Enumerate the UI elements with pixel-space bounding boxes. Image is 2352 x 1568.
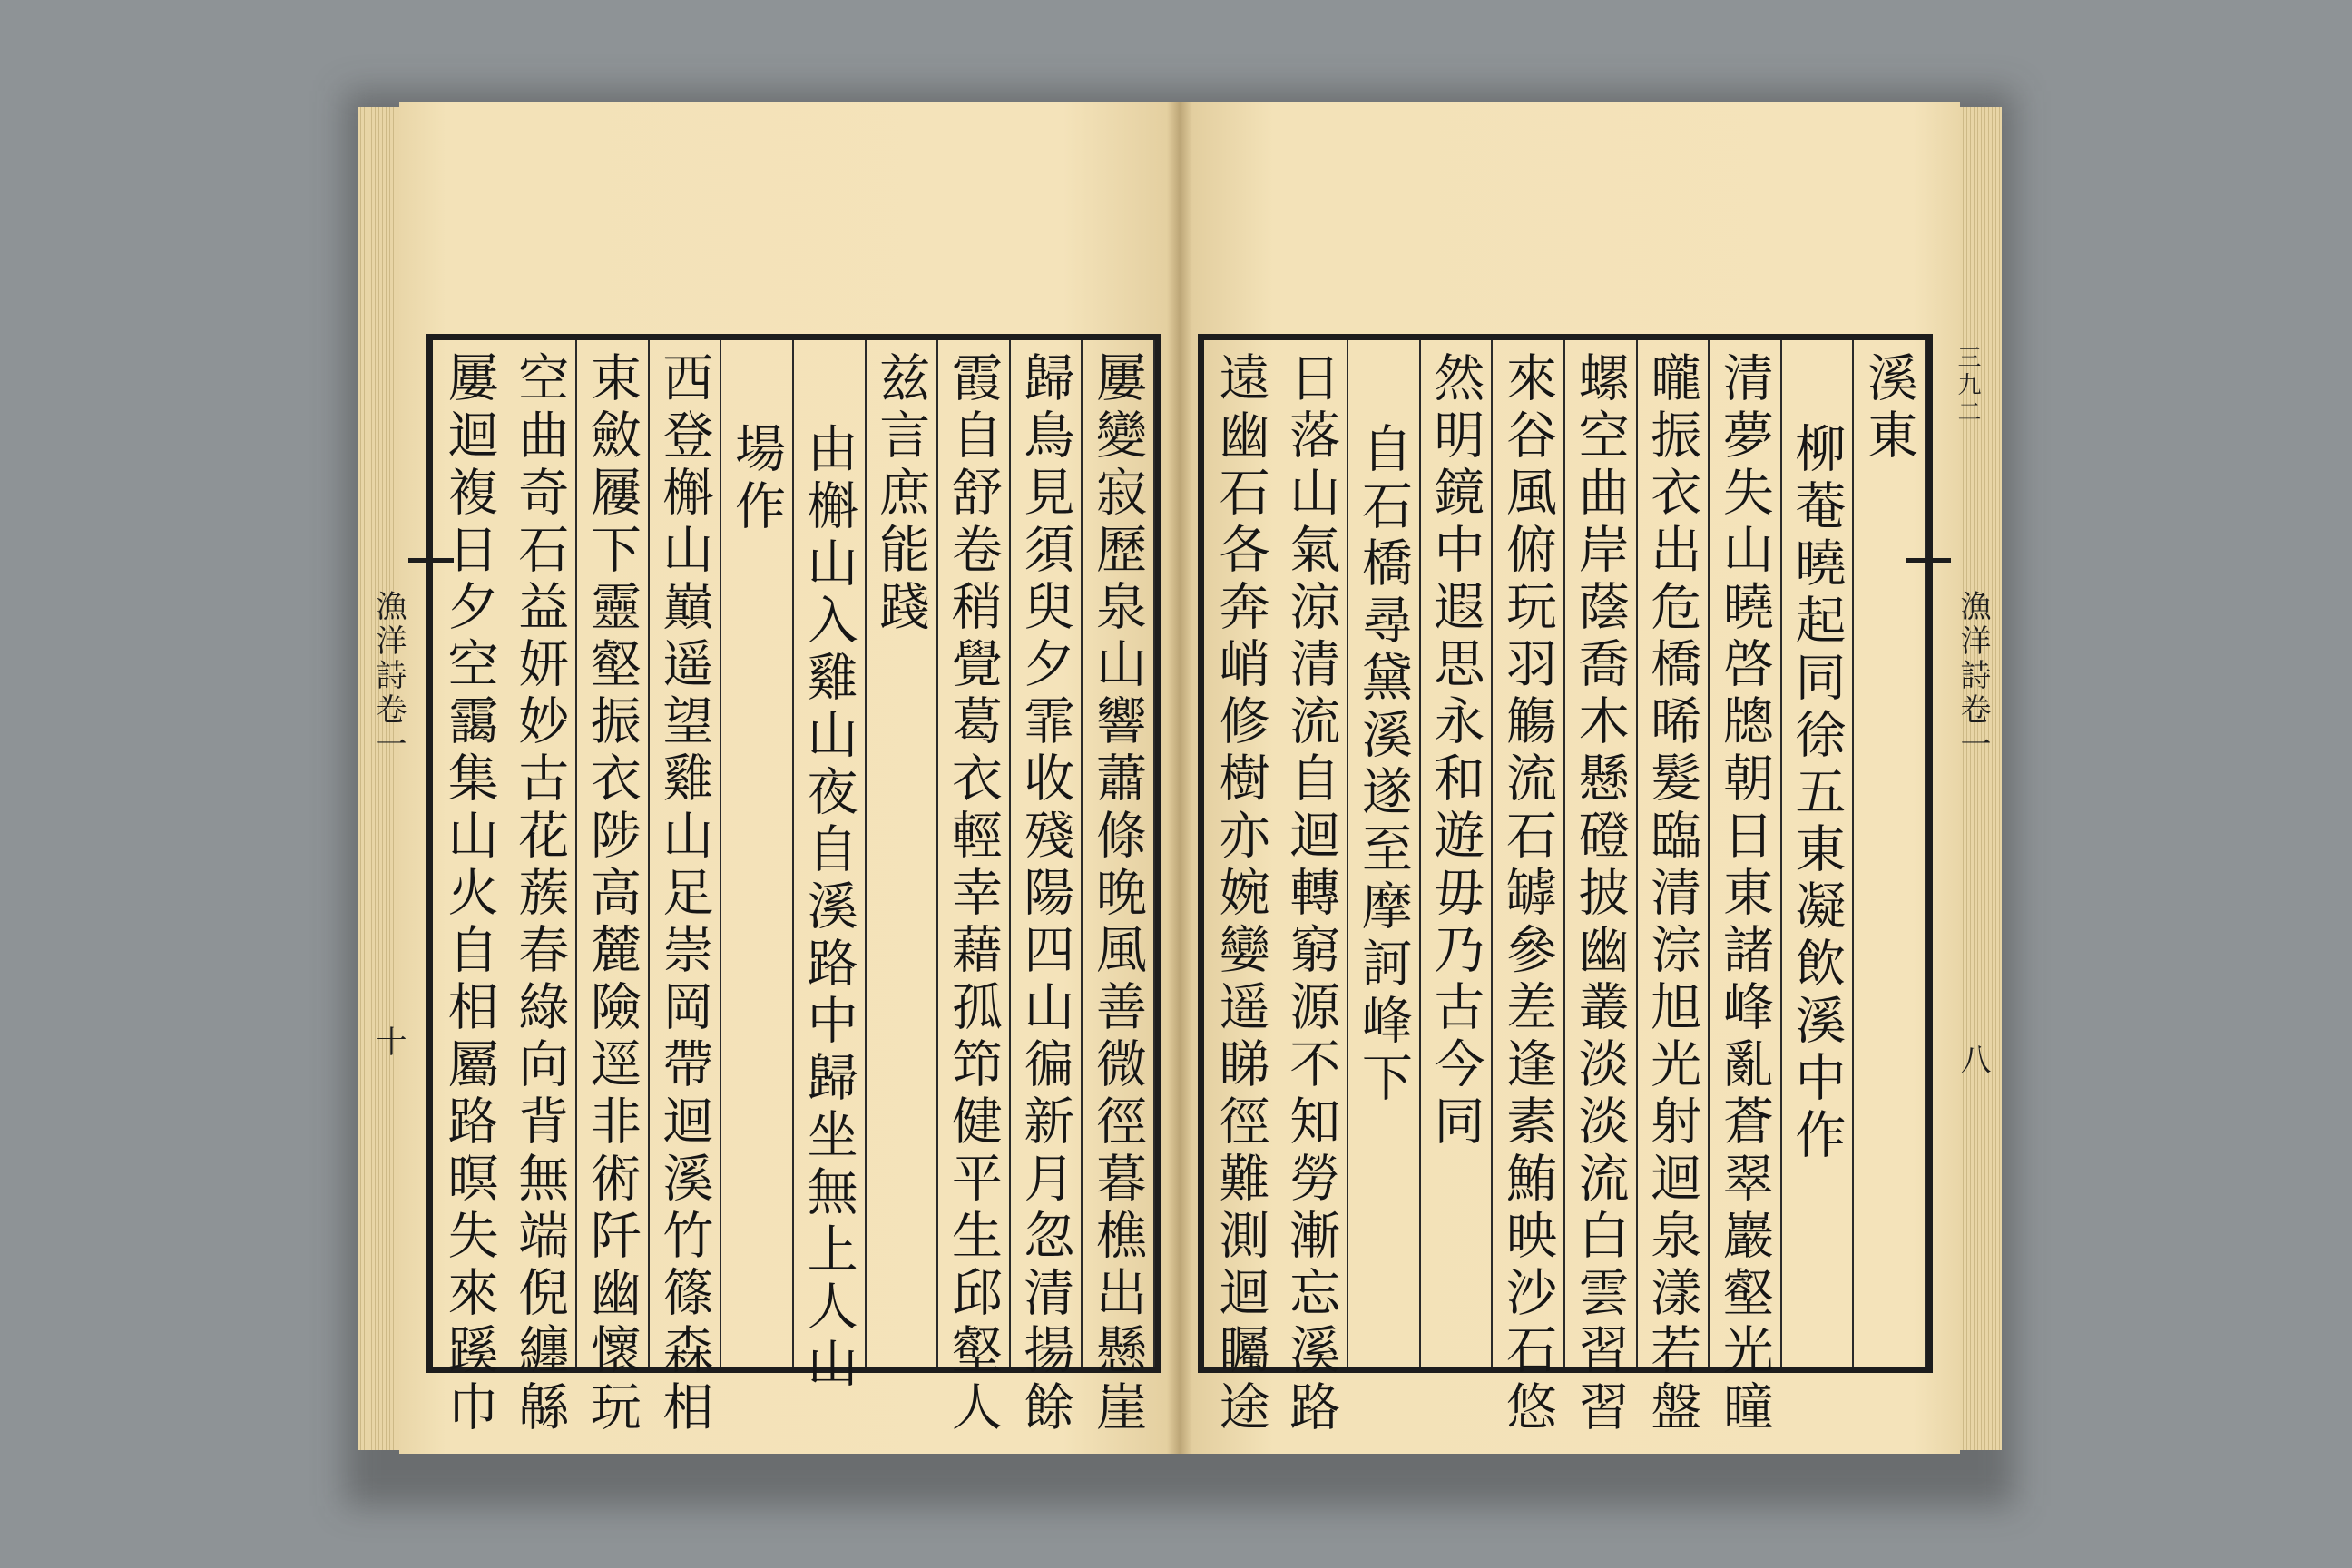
left-page-column (794, 340, 867, 1394)
left-page-column (505, 340, 578, 1437)
right-page-edges (1960, 107, 2002, 1450)
left-page-column-text: 屢變寂歷泉山響蕭條晚風善微徑暮樵出懸崖 (1088, 351, 1147, 1437)
right-page-column-text: 螺空曲岸蔭喬木懸磴披幽叢淡淡流白雲習習 (1570, 351, 1630, 1437)
right-page-column-text: 柳菴曉起同徐五東凝飲溪中作 (1787, 422, 1847, 1165)
right-fold-label: 漁洋詩卷一 (1955, 590, 1991, 762)
right-page-column (1204, 340, 1277, 1437)
left-page-column-text: 歸鳥見須臾夕霏收殘陽四山徧新月忽清揚餘 (1015, 351, 1075, 1437)
right-page-column-text: 遠幽石各奔峭修樹亦婉孌遥睇徑難測迴矚途 (1210, 351, 1270, 1437)
right-folio-number: 八 (1955, 1044, 1991, 1078)
left-text-frame (426, 334, 1161, 1437)
left-page-column (577, 340, 650, 1437)
left-page-column-text: 屢迴複日夕空靄集山火自相屬路暝失來蹊巾 (439, 351, 499, 1437)
left-page-column (721, 340, 794, 1367)
left-page-column (938, 340, 1011, 1437)
right-page-column (1277, 340, 1349, 1437)
right-page-column (1782, 340, 1855, 1367)
right-fishtail-mark (1906, 558, 1951, 578)
right-page-column-text: 來谷風俯玩羽觴流石罅參差逢素鮪映沙石悠 (1498, 351, 1557, 1437)
right-page-column (1348, 340, 1421, 1367)
left-folio-number: 十 (370, 1025, 407, 1060)
right-page-column (1854, 340, 1926, 1367)
right-page-column (1638, 340, 1710, 1437)
left-page-column-text: 空曲奇石益妍妙古花蔟春綠向背無端倪纏緜 (510, 351, 570, 1437)
left-page-edges (358, 107, 399, 1450)
left-page-column (867, 340, 939, 1367)
left-page-column-text: 場作 (727, 422, 786, 536)
right-page-column-text: 曨振衣出危橋晞髮臨清淙旭光射迴泉漾若盤 (1642, 351, 1702, 1437)
left-page-column (433, 340, 505, 1437)
left-page-column-text: 兹言庶能踐 (871, 351, 931, 637)
right-page-column (1710, 340, 1782, 1437)
left-page-column-text: 霞自舒卷稍覺葛衣輕幸藉孤笻健平生邱壑人 (943, 351, 1003, 1437)
left-fishtail-mark (408, 558, 454, 578)
right-page-mark: 三九二 (1954, 345, 1981, 426)
left-page-column (1083, 340, 1155, 1437)
right-page-column-text: 然明鏡中遐思永和遊毋乃古今同 (1426, 351, 1485, 1152)
right-page-column (1421, 340, 1494, 1367)
left-page-column (1011, 340, 1083, 1437)
left-page-column-text: 束斂屨下靈壑振衣陟高麓險逕非術阡幽懷玩 (582, 351, 642, 1437)
left-page-column-text: 西登槲山巔遥望雞山足崇岡帶迴溪竹篠森相 (654, 351, 714, 1437)
right-page-column (1493, 340, 1565, 1437)
right-page-column (1565, 340, 1638, 1437)
right-page-column-text: 溪東 (1859, 351, 1918, 466)
left-page-column-text: 由槲山入雞山夜自溪路中歸坐無上人山 (799, 422, 858, 1394)
right-page-column-text: 日落山氣涼清流自迴轉窮源不知勞漸忘溪路 (1281, 351, 1341, 1437)
right-page-column-text: 自石橋尋黛溪遂至摩訶峰下 (1353, 422, 1413, 1108)
right-text-frame (1198, 334, 1933, 1437)
left-fold-label: 漁洋詩卷一 (370, 590, 407, 762)
right-page-column-text: 清夢失山曉啓牕朝日東諸峰亂蒼翠巖壑光曈 (1714, 351, 1774, 1437)
book-gutter (1167, 102, 1192, 1454)
left-page-column (650, 340, 722, 1437)
